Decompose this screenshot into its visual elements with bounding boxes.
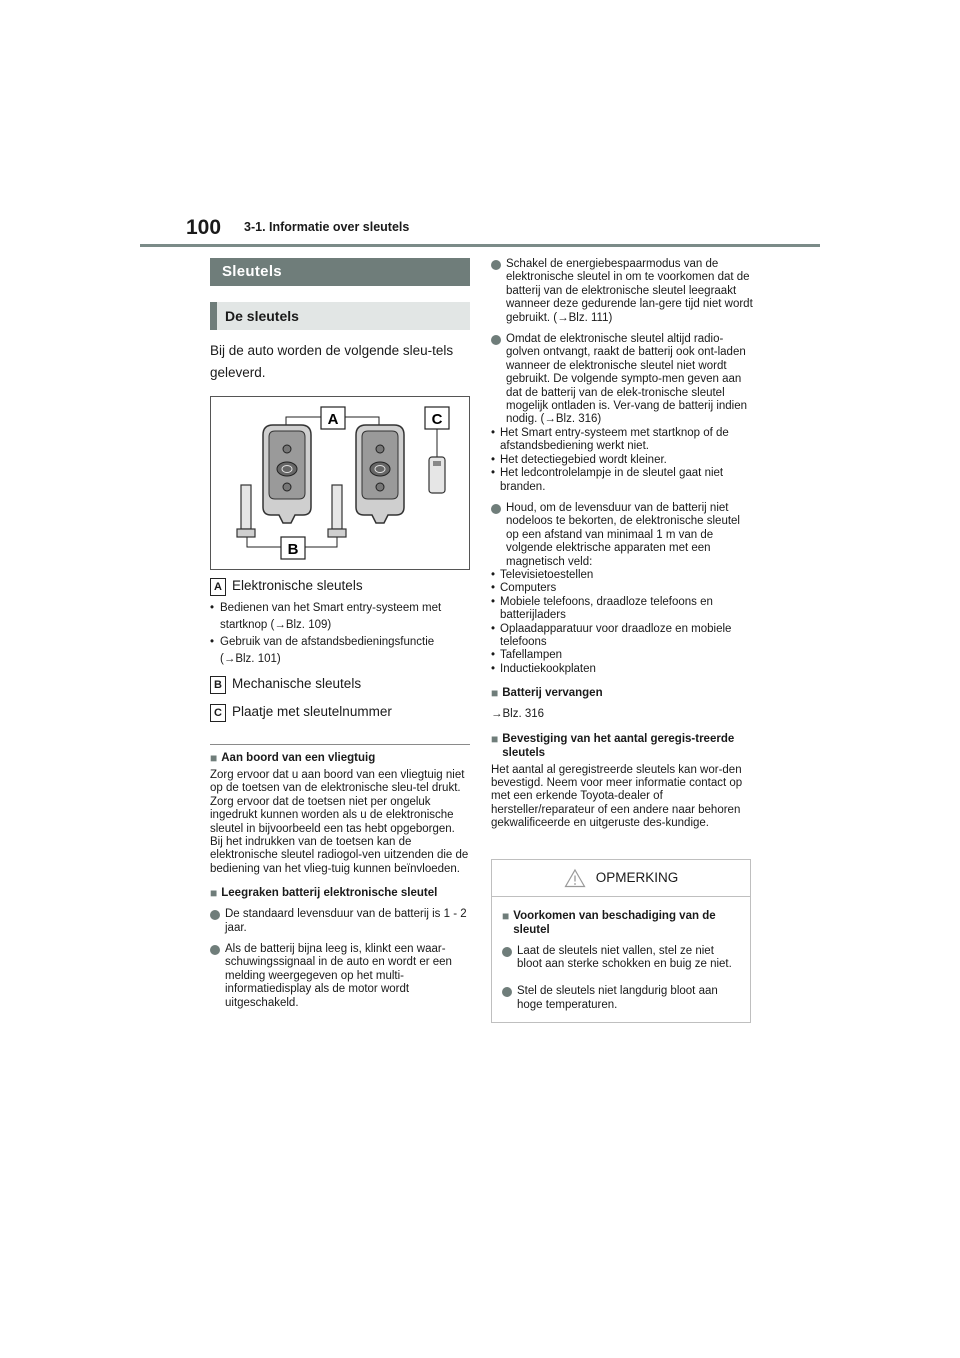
- list-item: • Inductiekookplaten: [491, 663, 753, 676]
- mechanical-key-left-icon: [237, 485, 255, 537]
- keys-illustration: [210, 396, 470, 570]
- square-bullet-icon: ■: [210, 886, 218, 901]
- callout-text: Elektronische sleutels: [232, 578, 363, 593]
- notice-heading: ■ Voorkomen van beschadiging van de sleutel: [502, 908, 716, 936]
- square-bullet-icon: ■: [502, 908, 510, 923]
- circle-bullet-icon: [502, 987, 512, 997]
- list-item: • Computers: [491, 582, 753, 595]
- circle-bullet-icon: [210, 910, 220, 920]
- square-bullet-icon: ■: [210, 751, 218, 765]
- list-item: • Bedienen van het Smart entry-systeem met startknop (→Blz. 109): [210, 600, 470, 634]
- header-rule: [140, 244, 820, 247]
- callout-text: Mechanische sleutels: [232, 676, 362, 691]
- list-item: • Het Smart entry-systeem met startknop of de afstandsbediening werkt niet.: [491, 427, 753, 454]
- list-item: • Mobiele telefoons, draadloze telefoons en batterijladers: [491, 596, 753, 623]
- circle-bullet-icon: [491, 504, 501, 514]
- right-column: [491, 258, 753, 1023]
- intro-text: Bij de auto worden de volgende sleu-tels geleverd.: [210, 343, 454, 380]
- notice-title: OPMERKING: [595, 870, 679, 886]
- section-text: →Blz. 316: [491, 708, 545, 721]
- callout-a-bullets: [210, 600, 470, 668]
- left-column: [210, 258, 470, 1010]
- list-item: De standaard levensduur van de batterij is 1 - 2 jaar.: [210, 908, 470, 935]
- section-banner: Sleutels: [210, 258, 470, 286]
- figure-label-c: C: [431, 411, 443, 428]
- electronic-key-left-icon: [263, 425, 311, 523]
- list-item: Stel de sleutels niet langdurig bloot aan hoge temperaturen.: [502, 985, 740, 1012]
- list-item: Houd, om de levensduur van de batterij niet nodeloos te bekorten, de elektronische sleutel op een afstand van minimaal 1 m van de volgende elektrische apparaten met een magnetisch veld:: [491, 502, 753, 569]
- section-divider: [210, 744, 470, 745]
- keys-drawing: [211, 397, 469, 569]
- notice-header: [492, 860, 750, 897]
- list-item: • Tafellampen: [491, 649, 753, 662]
- section-text: Zorg ervoor dat u aan boord van een vliegtuig niet op de toetsen van de elektronische sleu-tel drukt. Zorg ervoor dat de toetsen niet per ongeluk ingedrukt kunnen worden als u de elektronische sleutel in bijvoorbeeld een tas hebt opgeborgen. Bij het indrukken van de toetsen kan de elektronische sleutel radiogol-ven uitzenden die de bediening van het vlieg-tuig kunnen beïnvloeden.: [210, 769, 469, 875]
- subsection-heading: De sleutels: [210, 302, 470, 330]
- list-item: • Gebruik van de afstandsbedieningsfunctie (→Blz. 101): [210, 634, 470, 668]
- section-heading: ■ Aan boord van een vliegtuig: [210, 751, 376, 765]
- symptom-list: [491, 427, 753, 494]
- callout-c: [210, 704, 470, 722]
- list-item: Laat de sleutels niet vallen, stel ze niet bloot aan sterke schokken en buig ze niet.: [502, 945, 740, 972]
- section-heading: ■ Bevestiging van het aantal geregis-treerde sleutels: [491, 731, 735, 759]
- electronic-key-right-icon: [356, 425, 404, 523]
- square-bullet-icon: ■: [491, 686, 499, 701]
- chapter-title: 3-1. Informatie over sleutels: [244, 220, 410, 234]
- callout-b: [210, 676, 470, 694]
- square-bullet-icon: ■: [491, 731, 499, 746]
- page-number: 100: [186, 216, 222, 239]
- list-item: • Televisietoestellen: [491, 569, 753, 582]
- callout-text: Plaatje met sleutelnummer: [232, 704, 392, 719]
- section-heading: ■ Leegraken batterij elektronische sleutel: [210, 886, 438, 901]
- key-number-plate-icon: [429, 457, 445, 493]
- circle-bullet-icon: [502, 947, 512, 957]
- circle-bullet-icon: [491, 260, 501, 270]
- list-item: • Oplaadapparatuur voor draadloze en mobiele telefoons: [491, 623, 753, 650]
- appliance-list: [491, 569, 753, 676]
- list-item: Schakel de energiebespaarmodus van de elektronische sleutel in om te voorkomen dat de batterij van de elektronische sleutel leegraakt wanneer deze gedurende lan-gere tijd niet wordt gebruikt. (→Blz. 111): [491, 258, 753, 325]
- section-text: Het aantal al geregistreerde sleutels kan wor-den bevestigd. Neem voor meer informatie contact op met een erkende Toyota-dealer of hersteller/reparateur of een andere naar behoren gekwalificeerde en uitgeruste des-kundige.: [491, 763, 743, 830]
- list-item: • Het ledcontrolelampje in de sleutel gaat niet branden.: [491, 467, 753, 494]
- figure-label-b: B: [287, 541, 299, 558]
- circle-bullet-icon: [210, 945, 220, 955]
- callout-letter: B: [210, 676, 226, 694]
- list-item: Omdat de elektronische sleutel altijd radio-golven ontvangt, raakt de batterij ook ont-laden wanneer de elektronische sleutel niet wordt gebruikt. De volgende sympto-men geven aan dat de batterij van de elek-tronische sleutel mogelijk ontladen is. Ver-vang de batterij indien nodig. (→Blz. 316): [491, 333, 753, 427]
- callout-letter: C: [210, 704, 226, 722]
- mechanical-key-right-icon: [328, 485, 346, 537]
- callout-letter: A: [210, 578, 226, 596]
- list-item: • Het detectiegebied wordt kleiner.: [491, 454, 753, 467]
- circle-bullet-icon: [491, 335, 501, 345]
- section-heading: ■ Batterij vervangen: [491, 686, 603, 701]
- figure-label-a: A: [327, 411, 339, 428]
- callout-a: [210, 578, 470, 596]
- notice-box: [491, 859, 751, 1024]
- warning-triangle-icon: [564, 868, 586, 888]
- list-item: Als de batterij bijna leeg is, klinkt een waar-schuwingssignaal in de auto en wordt er een melding weergegeven op het multi-informatiedisplay als de motor wordt uitgeschakeld.: [210, 943, 470, 1010]
